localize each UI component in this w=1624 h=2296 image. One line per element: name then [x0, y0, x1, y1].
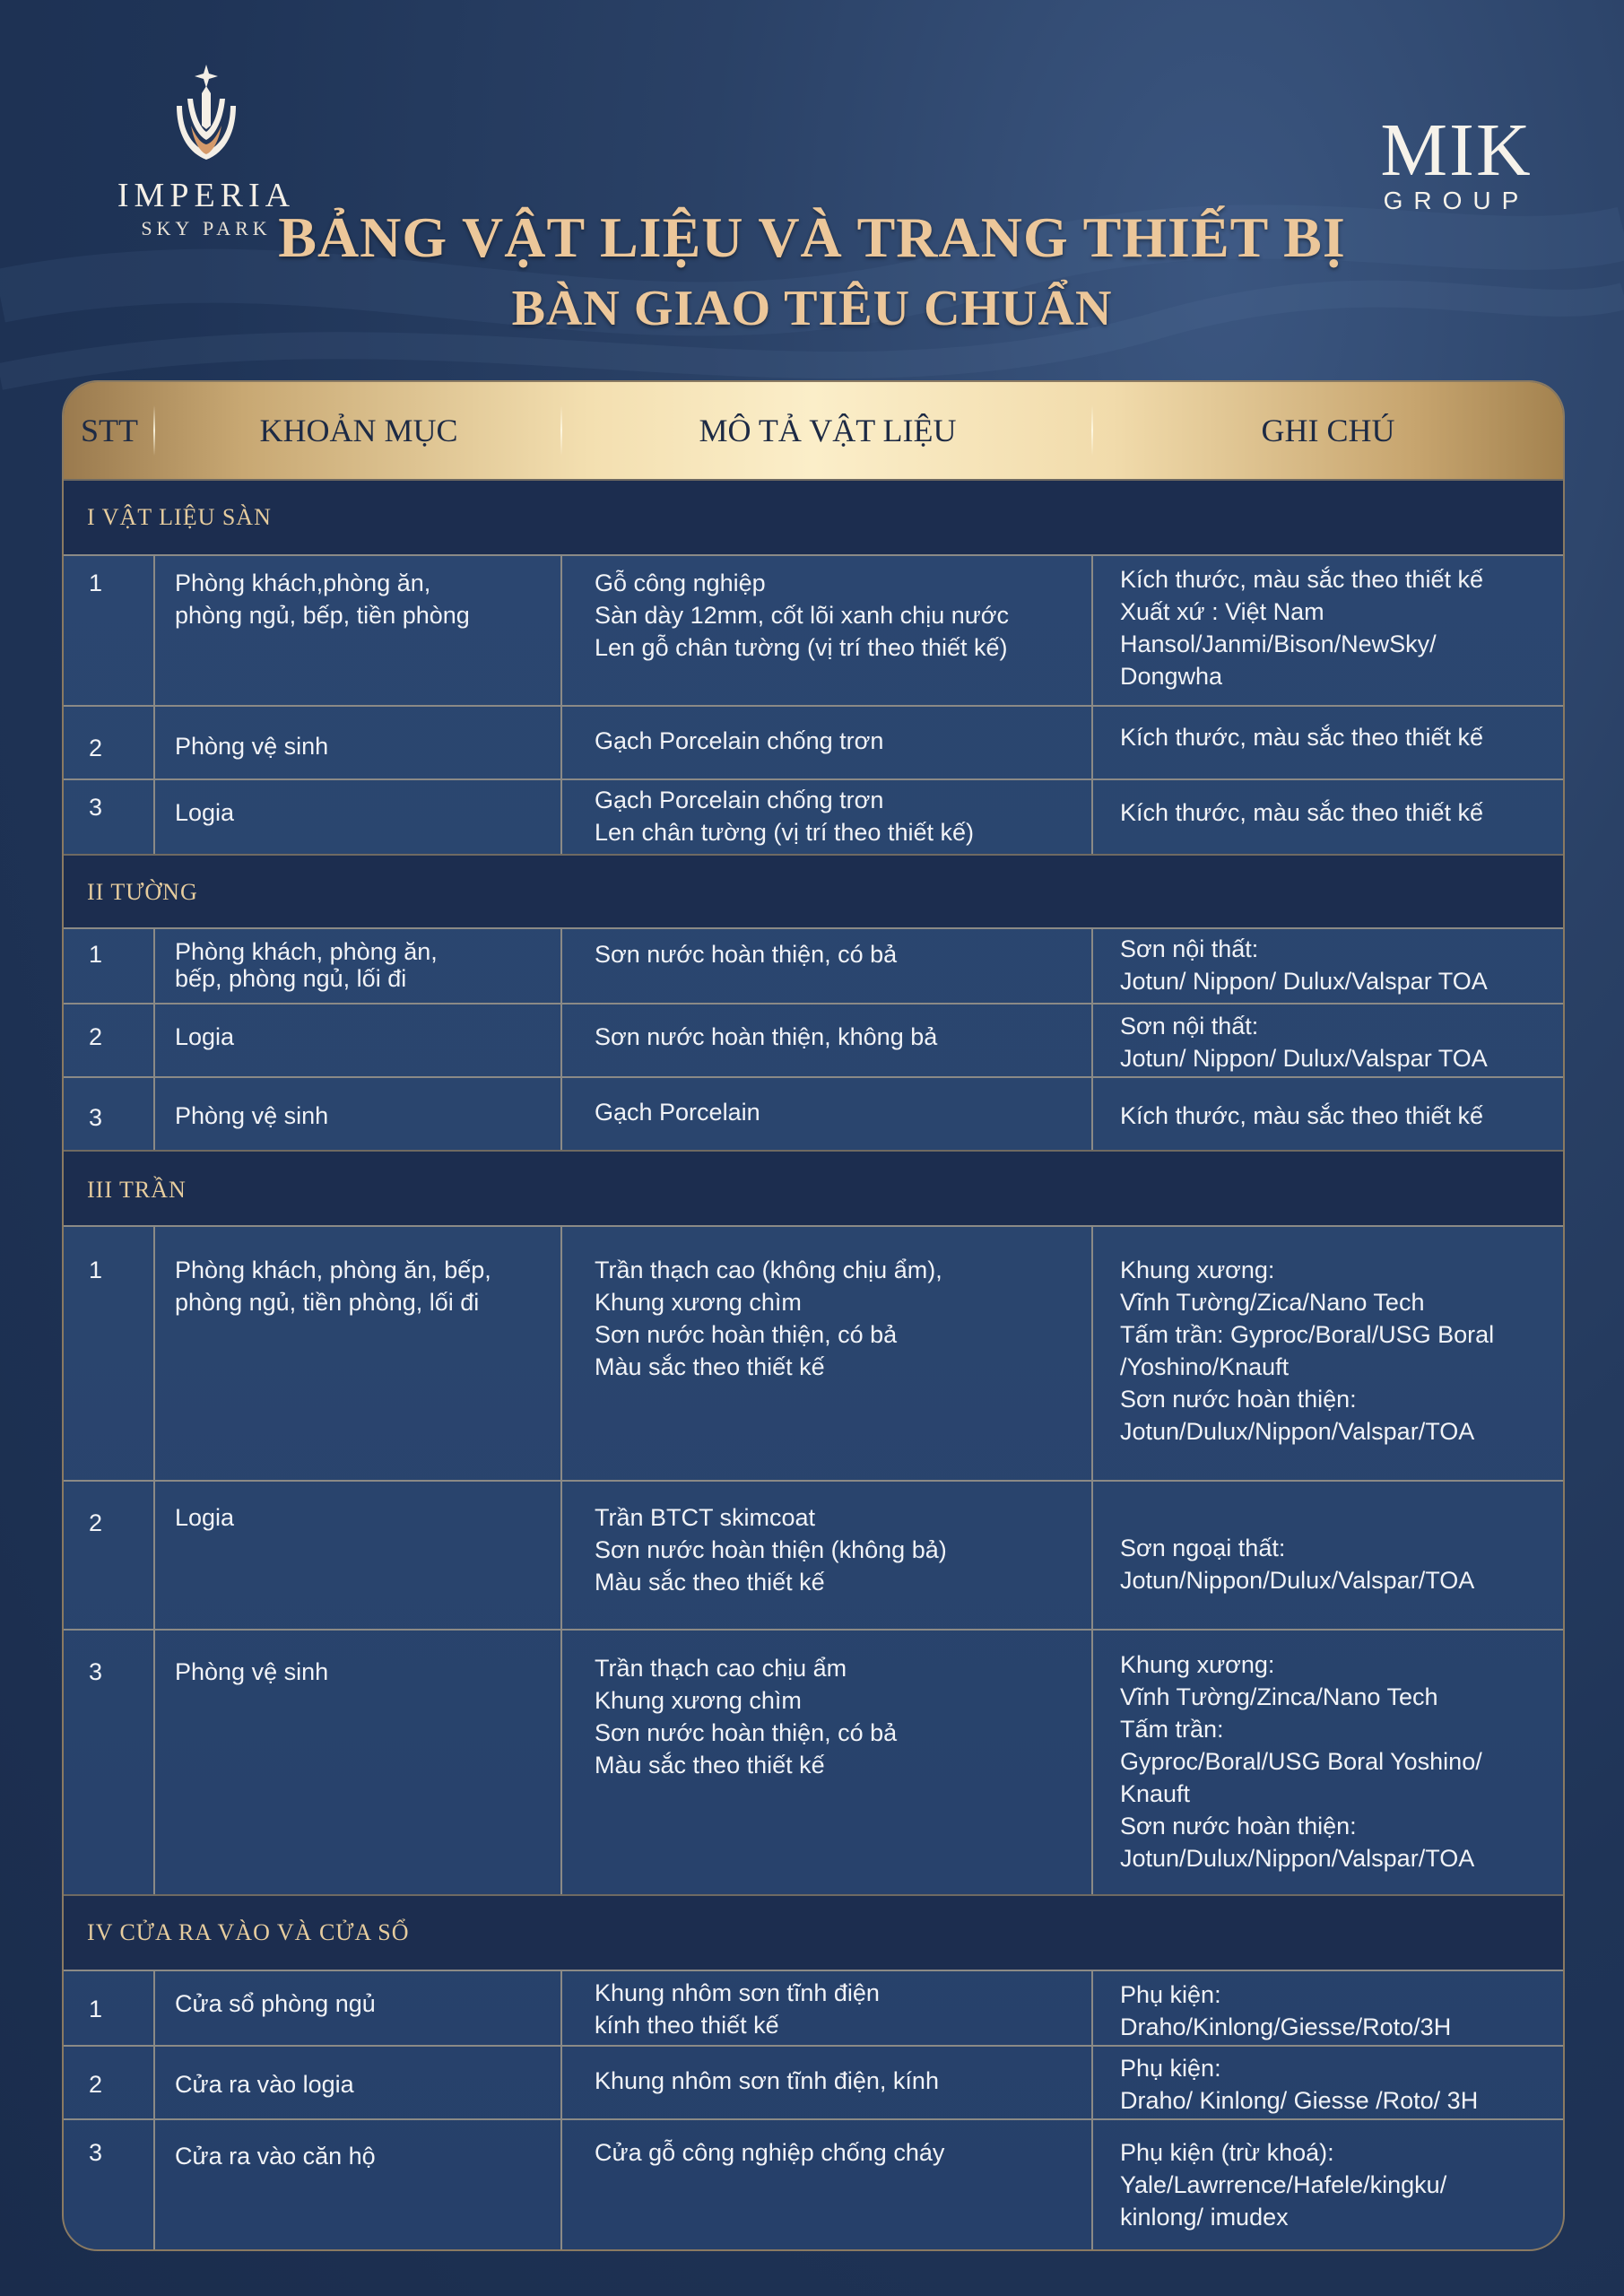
table-header [64, 382, 1563, 479]
cell-description: Sơn nước hoàn thiện, không bả [595, 1023, 938, 1050]
cell-stt: 3 [89, 794, 103, 821]
section-label: III TRẦN [87, 1177, 187, 1203]
column-divider [560, 1004, 562, 1078]
header-separator [560, 405, 562, 456]
cell-note: Phụ kiện: Draho/Kinlong/Giesse/Roto/3H [1120, 1981, 1452, 2040]
cell-description: Gạch Porcelain chống trơn Len chân tường (vị trí theo thiết kế) [595, 787, 974, 846]
table-row [64, 927, 1563, 1004]
cell-item: Cửa ra vào căn hộ [175, 2143, 376, 2170]
mik-group-logo [1371, 109, 1541, 215]
cell-item: Phòng khách, phòng ăn, bếp, phòng ngủ, lối đi [175, 938, 438, 992]
column-divider [560, 1482, 562, 1631]
mik-subname: GROUP [1383, 187, 1530, 214]
table-row [64, 1970, 1563, 2047]
cell-stt: 2 [89, 2071, 103, 2098]
table-row [64, 554, 1563, 707]
cell-item: Cửa sổ phòng ngủ [175, 1990, 376, 2017]
column-divider [153, 1482, 155, 1631]
cell-item: Phòng vệ sinh [175, 1658, 329, 1685]
column-divider [560, 1078, 562, 1152]
cell-item: Cửa ra vào logia [175, 2071, 354, 2098]
column-divider [560, 1971, 562, 2047]
table-row [64, 1480, 1563, 1631]
section-header [64, 1150, 1563, 1227]
cell-description: Sơn nước hoàn thiện, có bả [595, 941, 898, 968]
cell-note: Phụ kiện: Draho/ Kinlong/ Giesse /Roto/ 3H [1120, 2055, 1479, 2114]
imperia-subname: SKY PARK [141, 217, 272, 239]
section-label: I VẬT LIỆU SÀN [87, 504, 272, 530]
header-separator [1091, 405, 1093, 456]
cell-note: Kích thước, màu sắc theo thiết kế [1120, 799, 1483, 826]
section-label: IV CỬA RA VÀO VÀ CỬA SỔ [87, 1919, 410, 1945]
column-divider [560, 929, 562, 1004]
cell-description: Trần thạch cao (không chịu ẩm), Khung xương chìm Sơn nước hoàn thiện, có bả Màu sắc theo thiết kế [595, 1257, 942, 1380]
table-row [64, 1003, 1563, 1078]
header-item: KHOẢN MỤC [259, 413, 458, 448]
cell-note: Sơn nội thất: Jotun/ Nippon/ Dulux/Valspar TOA [1120, 1013, 1488, 1072]
cell-description: Khung nhôm sơn tĩnh điện kính theo thiết kế [595, 1979, 880, 2039]
table-row [64, 778, 1563, 856]
imperia-emblem-icon [166, 63, 247, 169]
cell-stt: 2 [89, 735, 103, 761]
cell-description: Trần thạch cao chịu ẩm Khung xương chìm Sơn nước hoàn thiện, có bả Màu sắc theo thiết kế [595, 1655, 898, 1779]
cell-stt: 1 [89, 1257, 103, 1283]
section-header [64, 1894, 1563, 1971]
table-row [64, 1076, 1563, 1152]
column-divider [153, 929, 155, 1004]
column-divider [153, 1078, 155, 1152]
column-divider [153, 1971, 155, 2047]
imperia-name: IMPERIA [117, 177, 296, 214]
section-header [64, 854, 1563, 929]
cell-item: Phòng vệ sinh [175, 733, 329, 760]
cell-note: Kích thước, màu sắc theo thiết kế Xuất xứ : Việt Nam Hansol/Janmi/Bison/NewSky/ Dongwha [1120, 566, 1483, 690]
column-divider [153, 1631, 155, 1896]
column-divider [153, 2047, 155, 2120]
section-label: II TƯỜNG [87, 879, 198, 905]
cell-description: Gạch Porcelain chống trơn [595, 727, 884, 754]
column-divider [153, 2120, 155, 2251]
cell-item: Phòng khách, phòng ăn, bếp, phòng ngủ, tiền phòng, lối đi [175, 1257, 491, 1316]
cell-item: Phòng vệ sinh [175, 1102, 329, 1129]
cell-note: Sơn ngoại thất: Jotun/Nippon/Dulux/Valspar/TOA [1120, 1535, 1475, 1594]
cell-stt: 2 [89, 1509, 103, 1536]
cell-description: Gỗ công nghiệp Sàn dày 12mm, cốt lõi xanh chịu nước Len gỗ chân tường (vị trí theo thiết kế) [595, 570, 1010, 661]
column-divider [560, 1631, 562, 1896]
table-row [64, 2118, 1563, 2251]
cell-note: Kích thước, màu sắc theo thiết kế [1120, 1102, 1483, 1129]
section-header [64, 479, 1563, 556]
cell-note: Khung xương: Vĩnh Tường/Zinca/Nano Tech Tấm trần: Gyproc/Boral/USG Boral Yoshino/ Knauft Sơn nước hoàn thiện: Jotun/Dulux/Nippon/Valspar/TOA [1120, 1651, 1482, 1872]
header-description: MÔ TẢ VẬT LIỆU [699, 413, 957, 448]
cell-description: Khung nhôm sơn tĩnh điện, kính [595, 2067, 939, 2094]
table-row [64, 705, 1563, 780]
page-title-line1: BẢNG VẬT LIỆU VÀ TRANG THIẾT BỊ [278, 205, 1346, 269]
column-divider [153, 556, 155, 707]
header-separator [153, 405, 155, 456]
column-divider [560, 780, 562, 856]
cell-note: Sơn nội thất: Jotun/ Nippon/ Dulux/Valspar TOA [1120, 935, 1488, 995]
cell-stt: 2 [89, 1023, 103, 1050]
cell-stt: 1 [89, 941, 103, 968]
cell-note: Khung xương: Vĩnh Tường/Zica/Nano Tech Tấm trần: Gyproc/Boral/USG Boral /Yoshino/Knauft Sơn nước hoàn thiện: Jotun/Dulux/Nippon/Valspar/TOA [1120, 1257, 1495, 1445]
cell-stt: 1 [89, 570, 103, 596]
cell-stt: 3 [89, 2139, 103, 2166]
table-row [64, 1225, 1563, 1482]
header-note: GHI CHÚ [1261, 413, 1395, 448]
column-divider [153, 1004, 155, 1078]
column-divider [153, 780, 155, 856]
header-stt: STT [80, 413, 138, 448]
column-divider [153, 1227, 155, 1482]
cell-note: Kích thước, màu sắc theo thiết kế [1120, 724, 1483, 751]
cell-stt: 3 [89, 1104, 103, 1131]
cell-stt: 1 [89, 1996, 103, 2022]
cell-description: Gạch Porcelain [595, 1099, 760, 1126]
cell-description: Cửa gỗ công nghiệp chống cháy [595, 2139, 945, 2166]
column-divider [560, 556, 562, 707]
page-title-line2: BÀN GIAO TIÊU CHUẨN [511, 281, 1113, 336]
table-row [64, 1629, 1563, 1896]
cell-note: Phụ kiện (trừ khoá): Yale/Lawrrence/Hafele/kingku/ kinlong/ imudex [1120, 2139, 1447, 2231]
table-row [64, 2045, 1563, 2120]
column-divider [153, 707, 155, 780]
column-divider [560, 2047, 562, 2120]
cell-item: Logia [175, 1504, 235, 1531]
cell-item: Phòng khách,phòng ăn, phòng ngủ, bếp, tiền phòng [175, 570, 470, 629]
cell-stt: 3 [89, 1658, 103, 1685]
materials-table [62, 380, 1565, 2251]
cell-description: Trần BTCT skimcoat Sơn nước hoàn thiện (không bả) Màu sắc theo thiết kế [595, 1504, 947, 1596]
column-divider [560, 1227, 562, 1482]
cell-item: Logia [175, 799, 235, 826]
cell-item: Logia [175, 1023, 235, 1050]
column-divider [560, 2120, 562, 2251]
mik-name: MIK [1380, 109, 1533, 192]
column-divider [560, 707, 562, 780]
